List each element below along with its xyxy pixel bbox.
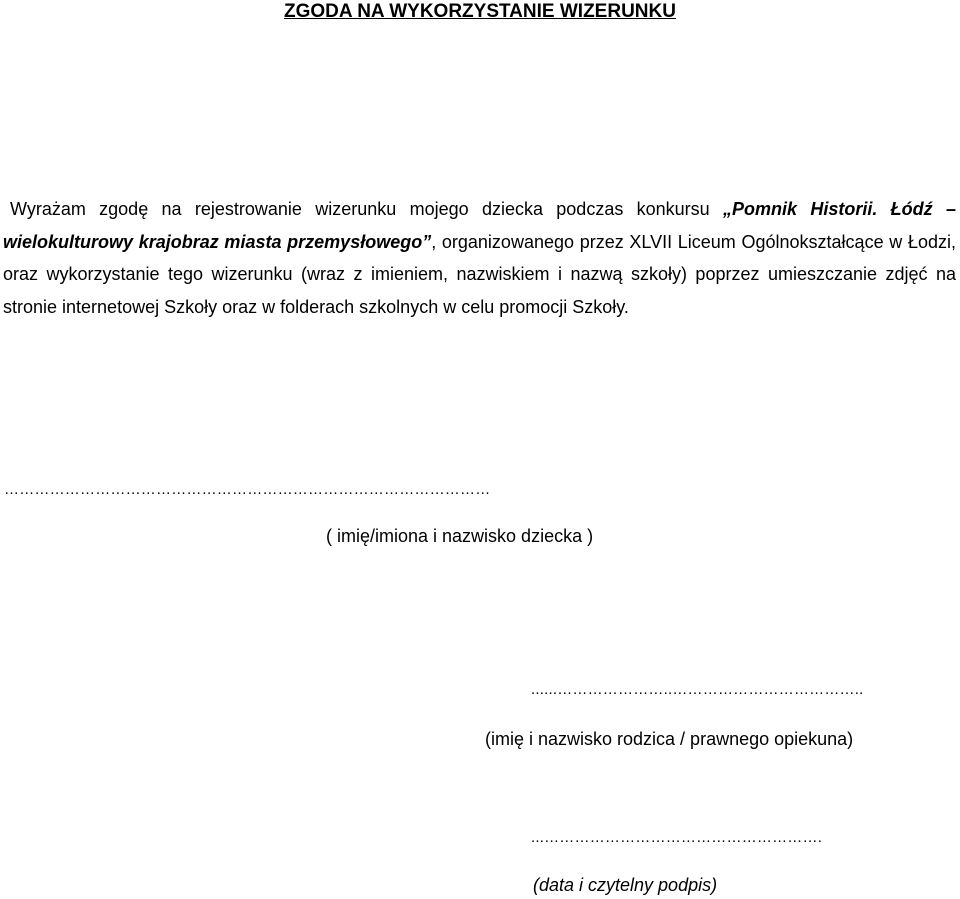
consent-text-start: Wyrażam zgodę na rejestrowanie wizerunku mojego dziecka podczas konkursu [10, 199, 724, 219]
date-signature-caption: (data i czytelny podpis) [533, 875, 718, 895]
child-name-line: …………………………………………………………………………………… [4, 481, 491, 498]
child-name-caption: ( imię/imiona i nazwisko dziecka ) [326, 526, 594, 546]
contest-name: „Pomnik Historii. Łódź – wielokulturowy krajobraz miasta przemysłowego” [3, 199, 956, 252]
guardian-name-caption: (imię i nazwisko rodzica / prawnego opiekuna) [485, 729, 854, 749]
document-title: ZGODA NA WYKORZYSTANIE WIZERUNKU [284, 1, 676, 22]
date-signature-line: ...………………………………………………. [531, 829, 823, 846]
consent-paragraph [3, 193, 956, 323]
guardian-name-line: ......…………………..……………………………….. [531, 681, 864, 698]
consent-text-end: , organizowanego przez XLVII Liceum Ogólnokształcące w Łodzi, oraz wykorzystanie tego wizerunku (wraz z imieniem, nazwiskiem i nazwą szkoły) poprzez umieszczanie zdjęć na stronie internetowej Szkoły oraz w folderach szkolnych w celu promocji Szkoły. [3, 231, 956, 317]
